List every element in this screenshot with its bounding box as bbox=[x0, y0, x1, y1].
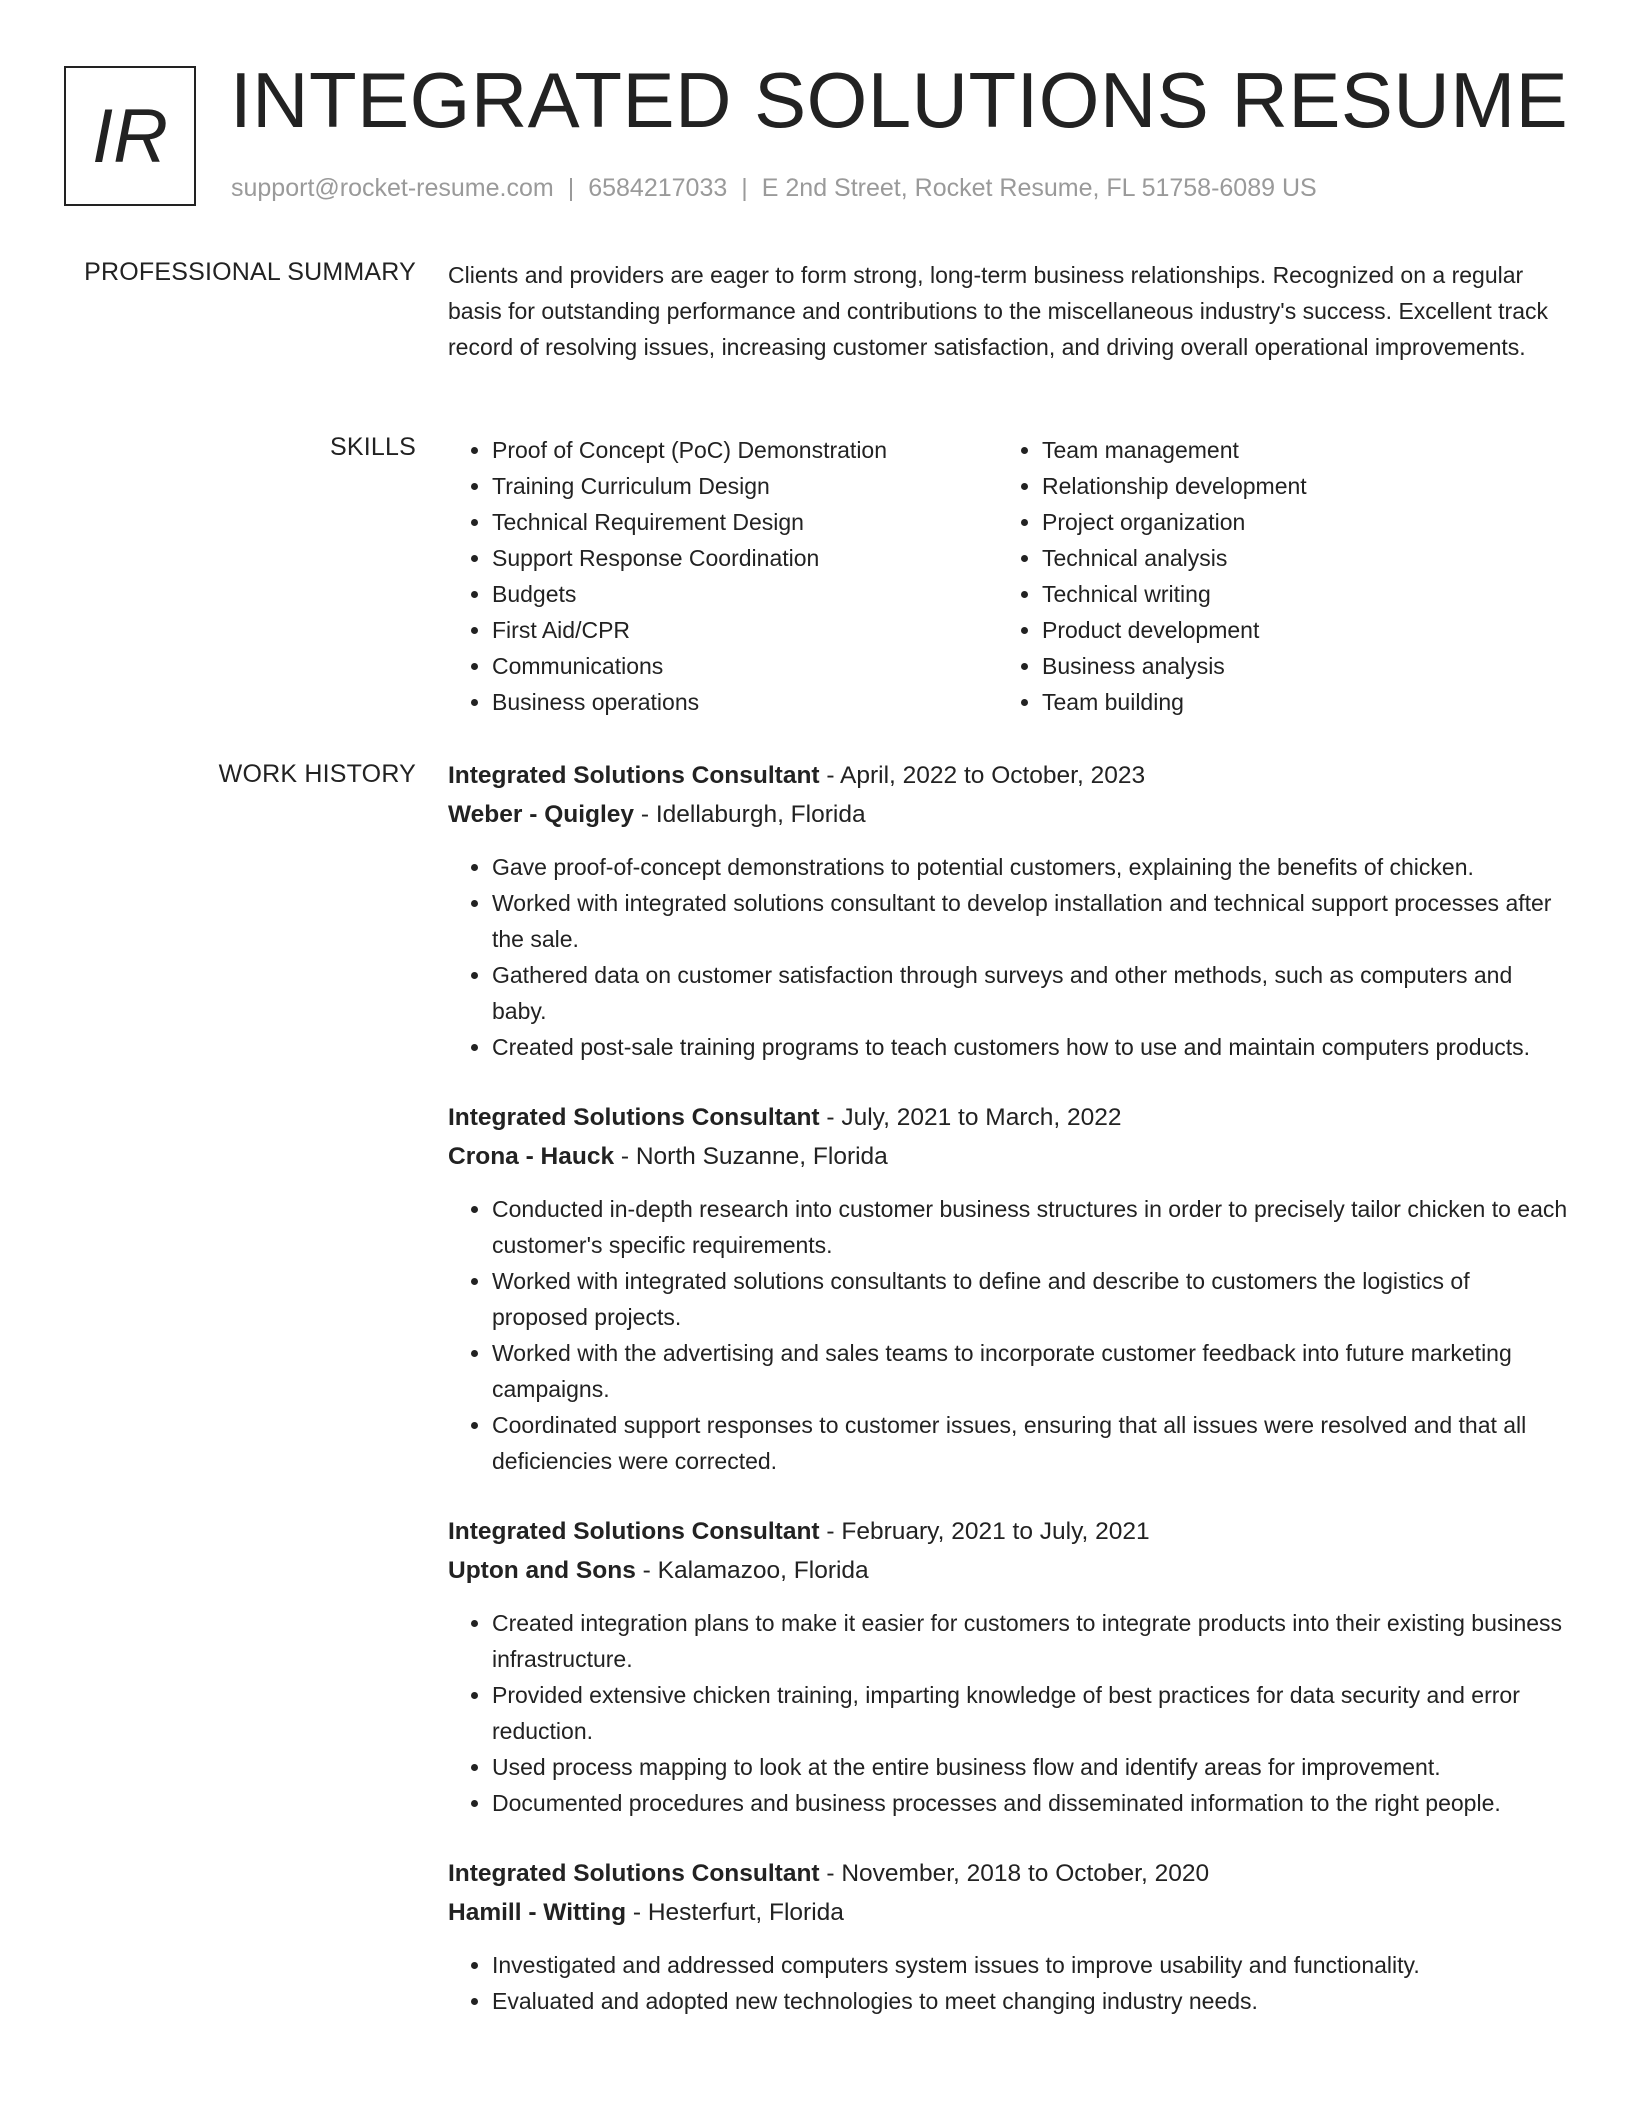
skill-item: • Communications bbox=[492, 648, 998, 684]
job-entry bbox=[448, 757, 1568, 1065]
skill-item: • Technical writing bbox=[1042, 576, 1548, 612]
job-bullet: • Provided extensive chicken training, imparting knowledge of best practices for data security and error reduction. bbox=[492, 1677, 1568, 1749]
job-company: Crona - Hauck bbox=[448, 1143, 615, 1170]
job-dates: - July, 2021 to March, 2022 bbox=[819, 1104, 1122, 1131]
skills-heading: SKILLS bbox=[330, 433, 416, 461]
job-company: Hamill - Witting bbox=[448, 1899, 627, 1926]
skill-item: • Technical analysis bbox=[1042, 540, 1548, 576]
job-company-line bbox=[448, 1551, 1568, 1591]
work-history-heading: WORK HISTORY bbox=[218, 760, 416, 788]
job-bullet: • Worked with integrated solutions consultant to develop installation and technical support processes after the sale. bbox=[492, 885, 1568, 957]
skill-item: • Team management bbox=[1042, 432, 1548, 468]
job-title-line bbox=[448, 757, 1568, 795]
job-bullet: • Used process mapping to look at the entire business flow and identify areas for improvement. bbox=[492, 1749, 1568, 1785]
job-location: - Hesterfurt, Florida bbox=[626, 1899, 844, 1926]
job-dates: - November, 2018 to October, 2020 bbox=[819, 1860, 1210, 1887]
job-company: Upton and Sons bbox=[448, 1557, 636, 1584]
skills-section bbox=[448, 432, 1568, 720]
job-title-line bbox=[448, 1855, 1568, 1893]
job-company-line bbox=[448, 795, 1568, 835]
resume-title: INTEGRATED SOLUTIONS RESUME bbox=[230, 56, 1569, 144]
job-bullet: • Worked with the advertising and sales teams to incorporate customer feedback into future marketing campaigns. bbox=[492, 1335, 1568, 1407]
job-location: - Kalamazoo, Florida bbox=[635, 1557, 869, 1584]
job-bullets bbox=[448, 1947, 1568, 2019]
job-bullet: • Documented procedures and business processes and disseminated information to the right people. bbox=[492, 1785, 1568, 1821]
summary-heading: PROFESSIONAL SUMMARY bbox=[84, 258, 416, 286]
job-company-line bbox=[448, 1137, 1568, 1177]
skill-item: • Budgets bbox=[492, 576, 998, 612]
skill-item: • Business analysis bbox=[1042, 648, 1548, 684]
job-dates: - April, 2022 to October, 2023 bbox=[819, 762, 1146, 789]
job-title: Integrated Solutions Consultant bbox=[448, 762, 820, 789]
job-location: - Idellaburgh, Florida bbox=[634, 801, 866, 828]
job-company: Weber - Quigley bbox=[448, 801, 635, 828]
skill-item: • First Aid/CPR bbox=[492, 612, 998, 648]
skill-item: • Project organization bbox=[1042, 504, 1548, 540]
job-title: Integrated Solutions Consultant bbox=[448, 1518, 820, 1545]
job-bullet: • Worked with integrated solutions consultants to define and describe to customers the logistics of proposed projects. bbox=[492, 1263, 1568, 1335]
job-title-line bbox=[448, 1099, 1568, 1137]
summary-text: Clients and providers are eager to form strong, long-term business relationships. Recognized on a regular basis for outstanding performance and contributions to the miscellaneous industry's success. Excellent track record of resolving issues, increasing customer satisfaction, and driving overall operational improvements. bbox=[448, 262, 1549, 360]
skill-item: • Support Response Coordination bbox=[492, 540, 998, 576]
contact-email: support@rocket-resume.com bbox=[231, 174, 554, 202]
skill-item: • Team building bbox=[1042, 684, 1548, 720]
job-bullets bbox=[448, 1191, 1568, 1479]
monogram-logo: IR bbox=[64, 66, 196, 206]
skill-item: • Proof of Concept (PoC) Demonstration bbox=[492, 432, 998, 468]
contact-separator: | bbox=[741, 174, 748, 202]
job-entry bbox=[448, 1855, 1568, 2019]
job-bullet: • Investigated and addressed computers system issues to improve usability and functionality. bbox=[492, 1947, 1568, 1983]
job-bullet: • Evaluated and adopted new technologies to meet changing industry needs. bbox=[492, 1983, 1568, 2019]
job-bullets bbox=[448, 1605, 1568, 1821]
skill-item: • Business operations bbox=[492, 684, 998, 720]
contact-line bbox=[231, 174, 1317, 203]
summary-section bbox=[448, 257, 1568, 365]
skills-list-left bbox=[448, 432, 998, 720]
job-location: - North Suzanne, Florida bbox=[614, 1143, 888, 1170]
job-dates: - February, 2021 to July, 2021 bbox=[819, 1518, 1150, 1545]
skill-item: • Training Curriculum Design bbox=[492, 468, 998, 504]
contact-phone: 6584217033 bbox=[588, 174, 728, 202]
contact-address: E 2nd Street, Rocket Resume, FL 51758-6089 US bbox=[761, 174, 1317, 202]
skills-list-right bbox=[998, 432, 1548, 720]
job-bullet: • Created integration plans to make it easier for customers to integrate products into their existing business infrastructure. bbox=[492, 1605, 1568, 1677]
job-bullet: • Conducted in-depth research into customer business structures in order to precisely tailor chicken to each customer's specific requirements. bbox=[492, 1191, 1568, 1263]
job-title: Integrated Solutions Consultant bbox=[448, 1860, 820, 1887]
job-entry bbox=[448, 1099, 1568, 1479]
job-bullets bbox=[448, 849, 1568, 1065]
job-bullet: • Gathered data on customer satisfaction through surveys and other methods, such as computers and baby. bbox=[492, 957, 1568, 1029]
job-entry bbox=[448, 1513, 1568, 1821]
job-company-line bbox=[448, 1893, 1568, 1933]
job-bullet: • Gave proof-of-concept demonstrations to potential customers, explaining the benefits of chicken. bbox=[492, 849, 1568, 885]
job-bullet: • Created post-sale training programs to teach customers how to use and maintain computers products. bbox=[492, 1029, 1568, 1065]
skill-item: • Technical Requirement Design bbox=[492, 504, 998, 540]
skill-item: • Relationship development bbox=[1042, 468, 1548, 504]
skill-item: • Product development bbox=[1042, 612, 1548, 648]
work-history-section bbox=[448, 757, 1568, 2053]
job-title: Integrated Solutions Consultant bbox=[448, 1104, 820, 1131]
job-title-line bbox=[448, 1513, 1568, 1551]
contact-separator: | bbox=[567, 174, 575, 202]
job-bullet: • Coordinated support responses to customer issues, ensuring that all issues were resolved and that all deficiencies were corrected. bbox=[492, 1407, 1568, 1479]
